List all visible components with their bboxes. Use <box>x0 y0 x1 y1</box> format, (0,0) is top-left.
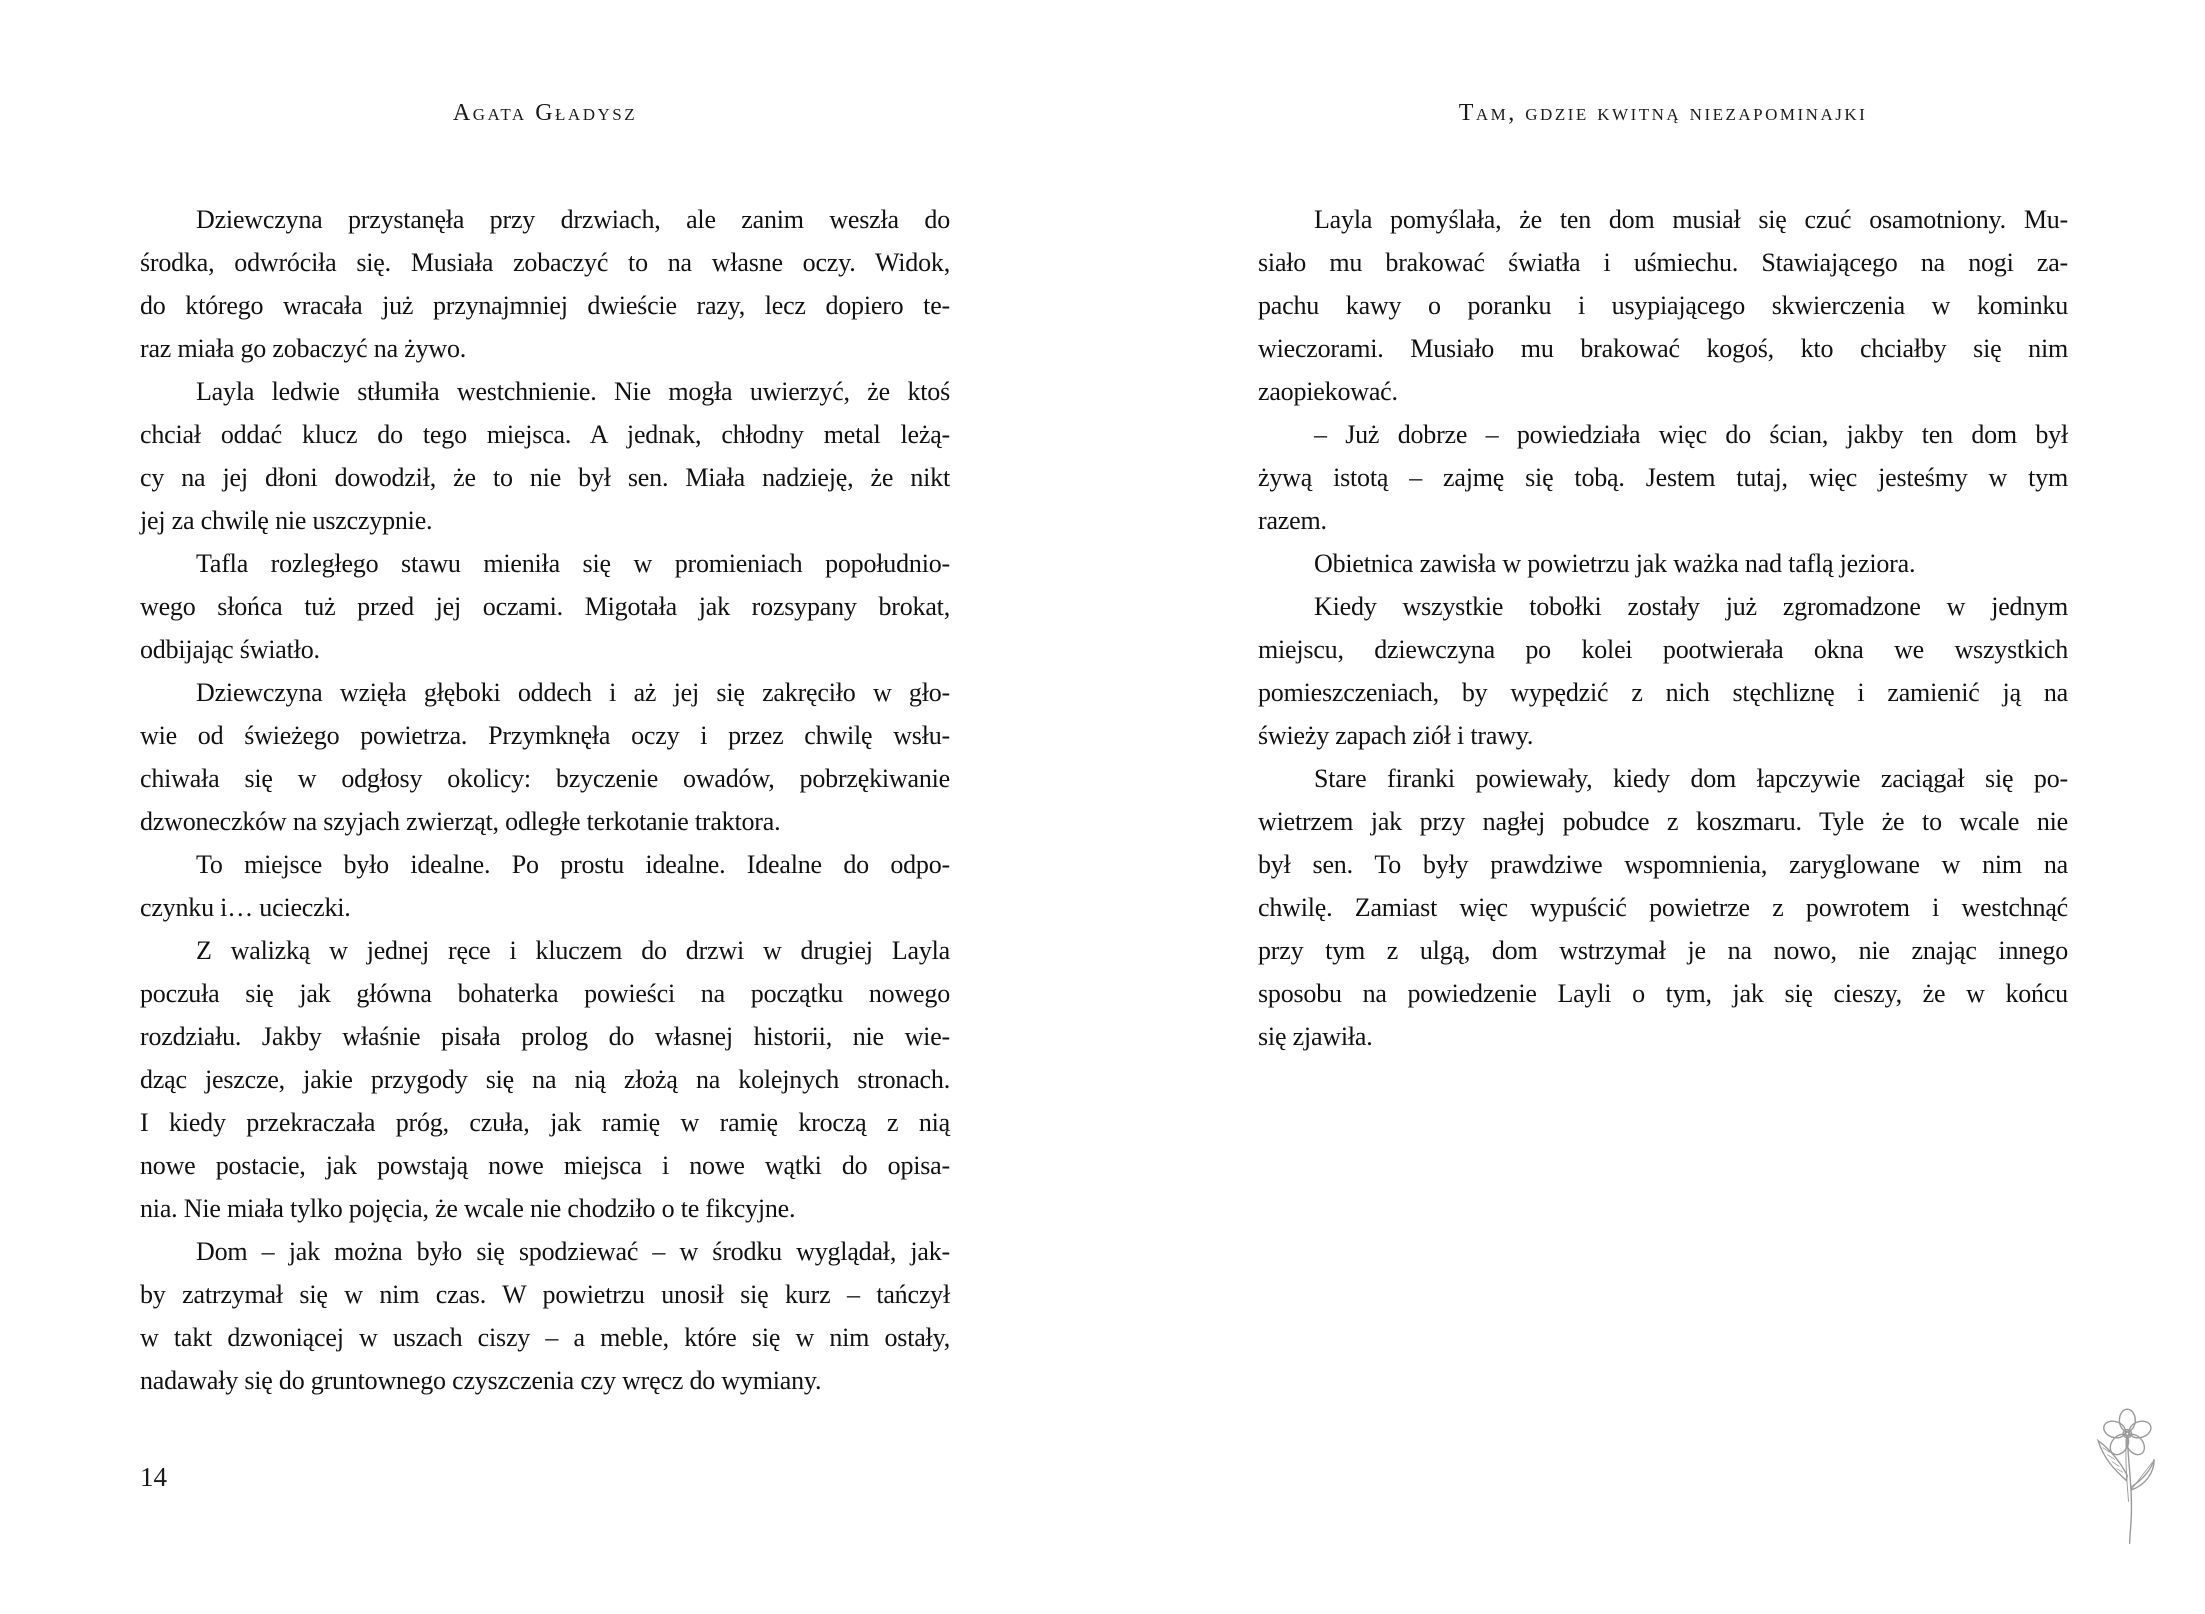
text-line: w takt dzwoniącej w uszach ciszy – a meble, które się w nim ostały, <box>140 1323 950 1352</box>
text-line: zaopiekować. <box>1258 377 1398 406</box>
text-line: razem. <box>1258 506 1327 535</box>
text-line: odbijając światło. <box>140 635 320 664</box>
text-line: miejscu, dziewczyna po kolei pootwierała okna we wszystkich <box>1258 635 2068 664</box>
page-number: 14 <box>140 1462 167 1492</box>
text-line: nadawały się do gruntownego czyszczenia czy wręcz do wymiany. <box>140 1366 822 1395</box>
text-line: Layla pomyślała, że ten dom musiał się czuć osamotniony. Mu- <box>1314 205 2068 234</box>
left-page-text <box>140 198 950 1402</box>
text-line: jej za chwilę nie uszczypnie. <box>140 506 433 535</box>
text-line: wietrzem jak przy nagłej pobudce z koszmaru. Tyle że to wcale nie <box>1258 807 2068 836</box>
text-line: Dziewczyna przystanęła przy drzwiach, ale zanim weszła do <box>196 205 950 234</box>
text-line: wego słońca tuż przed jej oczami. Migotała jak rozsypany brokat, <box>140 592 950 621</box>
running-header-author: Agata Gładysz <box>452 100 638 126</box>
text-line: czynku i… ucieczki. <box>140 893 351 922</box>
right-page <box>1258 0 2068 1614</box>
text-line: nia. Nie miała tylko pojęcia, że wcale nie chodziło o te fikcyjne. <box>140 1194 796 1223</box>
text-line: sposobu na powiedzenie Layli o tym, jak się cieszy, że w końcu <box>1258 979 2068 1008</box>
text-line: – Już dobrze – powiedziała więc do ścian, jakby ten dom był <box>1314 420 2068 449</box>
text-line: chciał oddać klucz do tego miejsca. A jednak, chłodny metal leżą- <box>140 420 950 449</box>
text-line: nowe postacie, jak powstają nowe miejsca i nowe wątki do opisa- <box>140 1151 950 1180</box>
text-line: wieczorami. Musiało mu brakować kogoś, kto chciałby się nim <box>1258 334 2068 363</box>
text-line: chiwała się w odgłosy okolicy: bzyczenie owadów, pobrzękiwanie <box>140 764 950 793</box>
text-line: Obietnica zawisła w powietrzu jak ważka nad taflą jeziora. <box>1314 549 1916 578</box>
text-line: poczuła się jak główna bohaterka powieści na początku nowego <box>140 979 950 1008</box>
text-line: świeży zapach ziół i trawy. <box>1258 721 1534 750</box>
forget-me-not-flower-icon <box>2085 1408 2165 1548</box>
text-line: wie od świeżego powietrza. Przymknęła oczy i przez chwilę wsłu- <box>140 721 950 750</box>
text-line: Dziewczyna wzięła głęboki oddech i aż jej się zakręciło w gło- <box>196 678 950 707</box>
text-line: się zjawiła. <box>1258 1022 1373 1051</box>
left-page <box>140 0 950 1614</box>
text-line: dzwoneczków na szyjach zwierząt, odległe terkotanie traktora. <box>140 807 781 836</box>
text-line: cy na jej dłoni dowodził, że to nie był sen. Miała nadzieję, że nikt <box>140 463 950 492</box>
text-line: chwilę. Zamiast więc wypuścić powietrze z powrotem i westchnąć <box>1258 893 2068 922</box>
text-line: Stare firanki powiewały, kiedy dom łapczywie zaciągał się po- <box>1314 764 2068 793</box>
text-line: Tafla rozległego stawu mieniła się w promieniach popołudnio- <box>196 549 950 578</box>
text-line: I kiedy przekraczała próg, czuła, jak ramię w ramię kroczą z nią <box>140 1108 950 1137</box>
text-line: rozdziału. Jakby właśnie pisała prolog do własnej historii, nie wie- <box>140 1022 950 1051</box>
text-line: Z walizką w jednej ręce i kluczem do drzwi w drugiej Layla <box>196 936 950 965</box>
text-line: był sen. To były prawdziwe wspomnienia, zaryglowane w nim na <box>1258 850 2068 879</box>
text-line: pomieszczeniach, by wypędzić z nich stęchliznę i zamienić ją na <box>1258 678 2068 707</box>
text-line: Kiedy wszystkie tobołki zostały już zgromadzone w jednym <box>1314 592 2068 621</box>
text-line: siało mu brakować światła i uśmiechu. Stawiającego na nogi za- <box>1258 248 2068 277</box>
text-line: środka, odwróciła się. Musiała zobaczyć to na własne oczy. Widok, <box>140 248 950 277</box>
running-header-title: Tam, gdzie kwitną niezapominajki <box>1458 100 1868 126</box>
text-line: żywą istotą – zajmę się tobą. Jestem tutaj, więc jesteśmy w tym <box>1258 463 2068 492</box>
text-line: raz miała go zobaczyć na żywo. <box>140 334 467 363</box>
text-line: To miejsce było idealne. Po prostu idealne. Idealne do odpo- <box>196 850 950 879</box>
text-line: do którego wracała już przynajmniej dwieście razy, lecz dopiero te- <box>140 291 950 320</box>
text-line: by zatrzymał się w nim czas. W powietrzu unosił się kurz – tańczył <box>140 1280 950 1309</box>
text-line: pachu kawy o poranku i usypiającego skwierczenia w kominku <box>1258 291 2068 320</box>
text-line: Dom – jak można było się spodziewać – w środku wyglądał, jak- <box>196 1237 950 1266</box>
right-page-text <box>1258 198 2068 1058</box>
text-line: dząc jeszcze, jakie przygody się na nią złożą na kolejnych stronach. <box>140 1065 950 1094</box>
text-line: Layla ledwie stłumiła westchnienie. Nie mogła uwierzyć, że ktoś <box>196 377 950 406</box>
text-line: przy tym z ulgą, dom wstrzymał je na nowo, nie znając innego <box>1258 936 2068 965</box>
